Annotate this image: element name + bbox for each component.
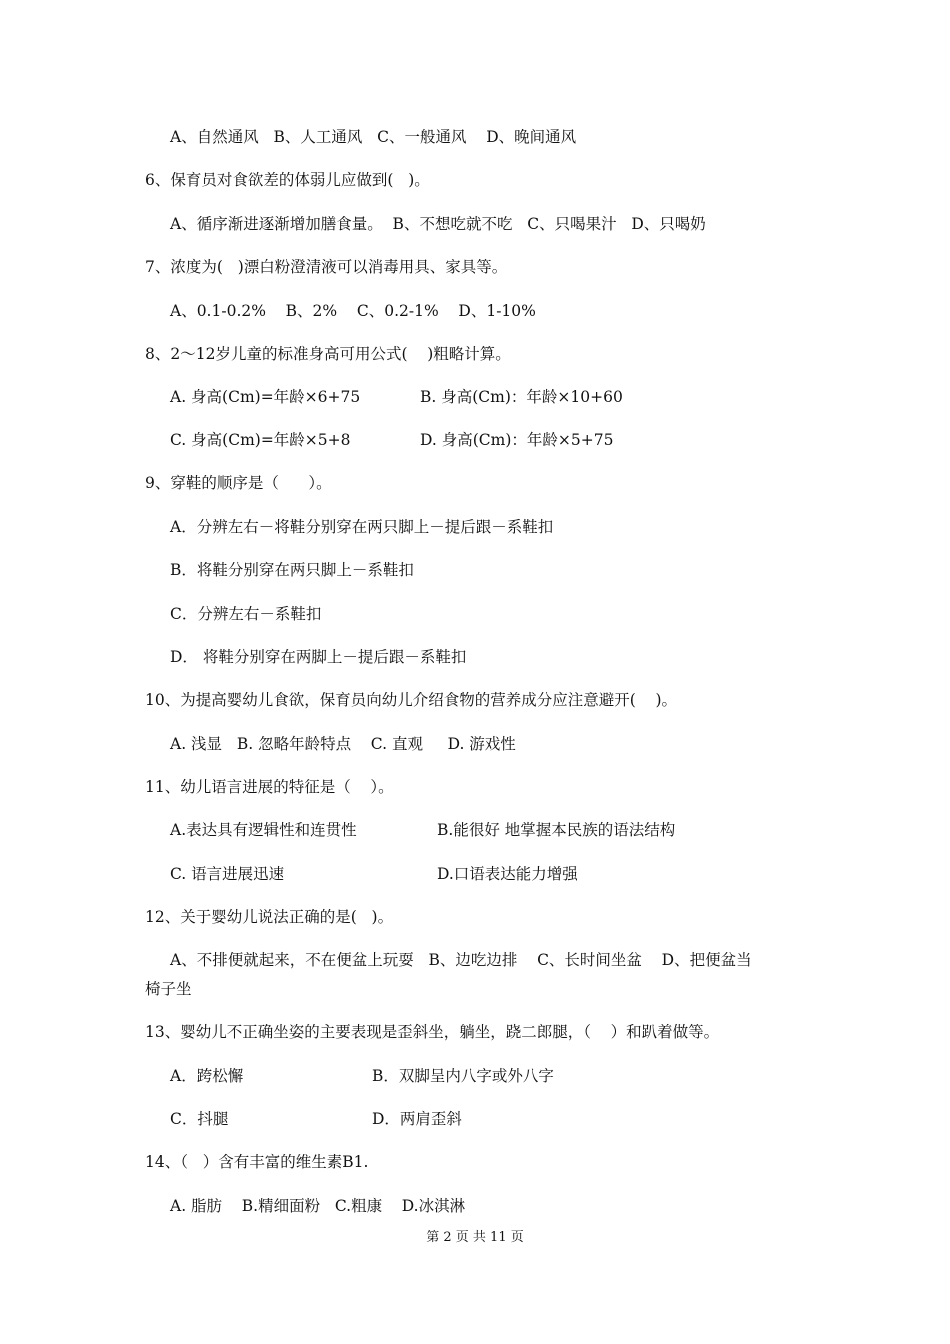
q8-option-d: D. 身高(Cm)：年龄×5+75 [420,431,614,449]
q13-option-d: D．两肩歪斜 [372,1110,462,1128]
q12-options: A、不排便就起来，不在便盆上玩耍 B、边吃边排 C、长时间坐盆 D、把便盆当 [170,951,752,969]
q10-question: 10、为提高婴幼儿食欲，保育员向幼儿介绍食物的营养成分应注意避开( )。 [145,691,678,709]
page-footer: 第 2 页 共 11 页 [426,1230,524,1245]
q8-option-b: B. 身高(Cm)：年龄×10+60 [420,388,623,406]
q7-options: A、0.1-0.2% B、2% C、0.2-1% D、1-10% [170,302,536,320]
q11-option-d: D.口语表达能力增强 [437,865,578,883]
q9-option-b: B．将鞋分别穿在两只脚上－系鞋扣 [170,561,414,579]
q11-option-c: C. 语言进展迅速 [170,865,285,883]
q8-option-a: A. 身高(Cm)=年龄×6+75 [170,388,361,406]
q7-question: 7、浓度为( )漂白粉澄清液可以消毒用具、家具等。 [145,258,508,276]
q11-option-b: B.能很好 地掌握本民族的语法结构 [437,821,676,839]
q10-options: A. 浅显 B. 忽略年龄特点 C. 直观 D. 游戏性 [170,735,516,753]
q9-option-d: D． 将鞋分别穿在两脚上－提后跟－系鞋扣 [170,648,467,666]
q13-option-c: C．抖腿 [170,1110,229,1128]
q9-option-a: A．分辨左右－将鞋分别穿在两只脚上－提后跟－系鞋扣 [170,518,554,536]
q12-question: 12、关于婴幼儿说法正确的是( )。 [145,908,394,926]
q6-question: 6、保育员对食欲差的体弱儿应做到( )。 [145,171,430,189]
q12-options-continued: 椅子坐 [145,980,192,998]
q14-options: A. 脂肪 B.精细面粉 C.粗康 D.冰淇淋 [170,1197,466,1215]
q11-option-a: A.表达具有逻辑性和连贯性 [170,821,357,839]
q14-question: 14、（ ）含有丰富的维生素B1. [145,1153,369,1171]
q13-option-b: B．双脚呈内八字或外八字 [372,1067,554,1085]
q5-options: A、自然通风 B、人工通风 C、一般通风 D、晚间通风 [170,128,577,146]
q9-question: 9、穿鞋的顺序是（ ）。 [145,474,332,492]
q13-option-a: A．跨松懈 [170,1067,244,1085]
q13-question: 13、婴幼儿不正确坐姿的主要表现是歪斜坐，躺坐，跷二郎腿，（ ）和趴着做等。 [145,1023,720,1041]
q8-question: 8、2～12岁儿童的标准身高可用公式( )粗略计算。 [145,345,511,363]
q8-option-c: C. 身高(Cm)=年龄×5+8 [170,431,351,449]
q6-options: A、循序渐进逐渐增加膳食量。 B、不想吃就不吃 C、只喝果汁 D、只喝奶 [170,215,706,233]
q11-question: 11、幼儿语言进展的特征是（ ）。 [145,778,394,796]
q9-option-c: C．分辨左右－系鞋扣 [170,605,322,623]
